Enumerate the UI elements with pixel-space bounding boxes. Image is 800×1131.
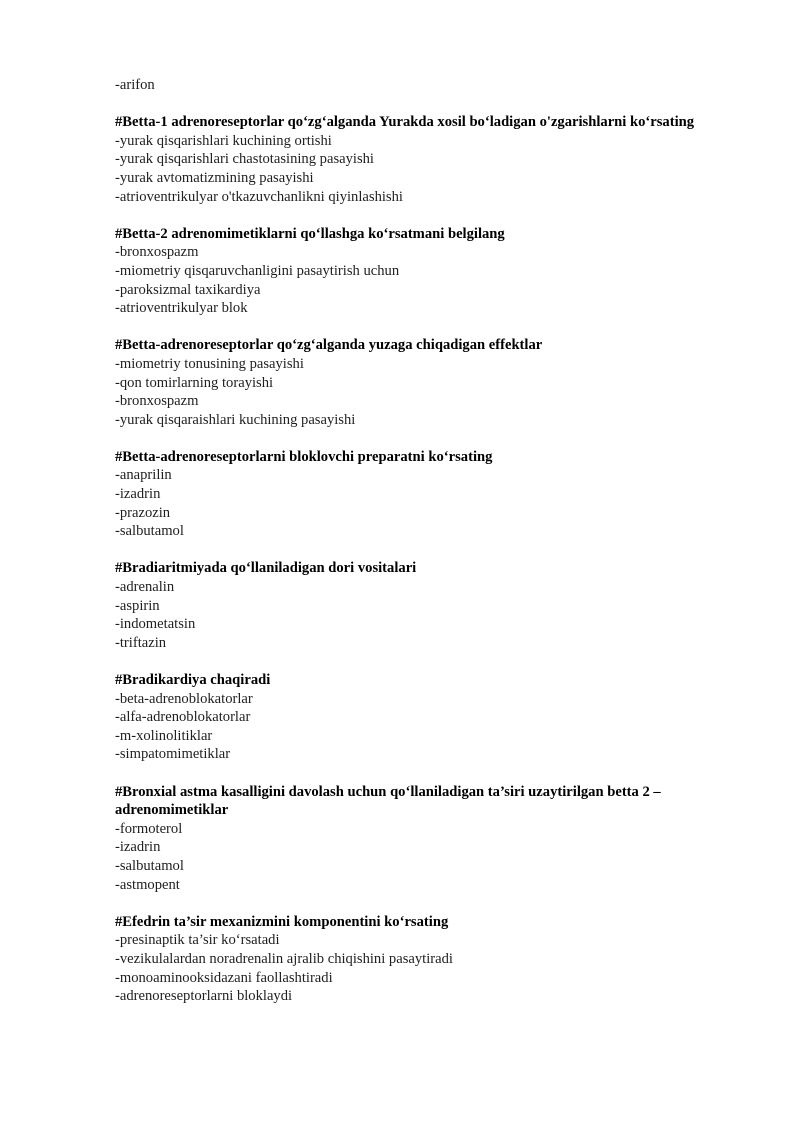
answer-option: -alfa-adrenoblokatorlar	[115, 709, 251, 726]
answer-option: -izadrin	[115, 486, 161, 503]
question-block	[115, 448, 735, 541]
answer-option: -astmopent	[115, 876, 180, 893]
answer-option: -yurak qisqarishlari chastotasining pasayishi	[115, 151, 374, 168]
answer-option: -izadrin	[115, 839, 161, 856]
answer-option: -monoaminooksidazani faollashtiradi	[115, 969, 333, 986]
answer-option: -aspirin	[115, 597, 160, 614]
answer-option: -salbutamol	[115, 857, 184, 874]
question-block	[115, 336, 735, 429]
answer-option: -adrenoreseptorlarni bloklaydi	[115, 988, 293, 1005]
question-block	[115, 225, 735, 318]
answer-option: -vezikulalardan noradrenalin ajralib chiqishini pasaytiradi	[115, 950, 453, 967]
question-block	[115, 913, 735, 1006]
question-title: #Betta-1 adrenoreseptorlar qo‘zg‘alganda Yurakda xosil bo‘ladigan o'zgarishlarni ko‘rsating	[115, 114, 695, 131]
answer-option: -prazozin	[115, 504, 171, 521]
answer-option: -simpatomimetiklar	[115, 746, 231, 763]
question-title: #Betta-adrenoreseptorlarni bloklovchi preparatni ko‘rsating	[115, 448, 493, 465]
question-title: #Bradiaritmiyada qo‘llaniladigan dori vositalari	[115, 560, 417, 577]
question-title: #Bronxial astma kasalligini davolash uchun qo‘llaniladigan ta’siri uzaytirilgan betta 2 – adrenomimetiklar	[115, 783, 665, 819]
answer-option: -bronxospazm	[115, 244, 199, 261]
answer-option: -beta-adrenoblokatorlar	[115, 690, 253, 707]
answer-option: -bronxospazm	[115, 393, 199, 410]
answer-option: -paroksizmal taxikardiya	[115, 281, 261, 298]
document-content	[115, 76, 735, 1006]
question-block	[115, 559, 735, 652]
answer-option: -formoterol	[115, 820, 183, 837]
answer-option: -yurak qisqaraishlari kuchining pasayishi	[115, 411, 356, 428]
answer-option: -miometriy qisqaruvchanligini pasaytirish uchun	[115, 262, 400, 279]
answer-option: -qon tomirlarning torayishi	[115, 374, 274, 391]
answer-option: -indometatsin	[115, 616, 196, 633]
answer-option: -yurak qisqarishlari kuchining ortishi	[115, 132, 332, 149]
question-title: #Efedrin ta’sir mexanizmini komponentini ko‘rsating	[115, 913, 449, 930]
question-block	[115, 783, 735, 895]
answer-option: -anaprilin	[115, 467, 172, 484]
question-block	[115, 671, 735, 764]
answer-option: -yurak avtomatizmining pasayishi	[115, 169, 314, 186]
question-title: #Betta-2 adrenomimetiklarni qo‘llashga ko‘rsatmani belgilang	[115, 225, 505, 242]
answer-option: -atrioventrikulyar blok	[115, 300, 248, 317]
answer-option: -triftazin	[115, 634, 167, 651]
question-title: #Bradikardiya chaqiradi	[115, 672, 271, 688]
answer-option: -salbutamol	[115, 523, 184, 540]
question-block	[115, 113, 735, 206]
intro-option: -arifon	[115, 77, 155, 93]
answer-option: -atrioventrikulyar o'tkazuvchanlikni qiyinlashishi	[115, 188, 403, 205]
answer-option: -miometriy tonusining pasayishi	[115, 355, 304, 372]
answer-option: -adrenalin	[115, 579, 175, 596]
answer-option: -presinaptik ta’sir ko‘rsatadi	[115, 932, 280, 949]
answer-option: -m-xolinolitiklar	[115, 727, 213, 744]
question-title: #Betta-adrenoreseptorlar qo‘zg‘alganda yuzaga chiqadigan effektlar	[115, 337, 543, 354]
